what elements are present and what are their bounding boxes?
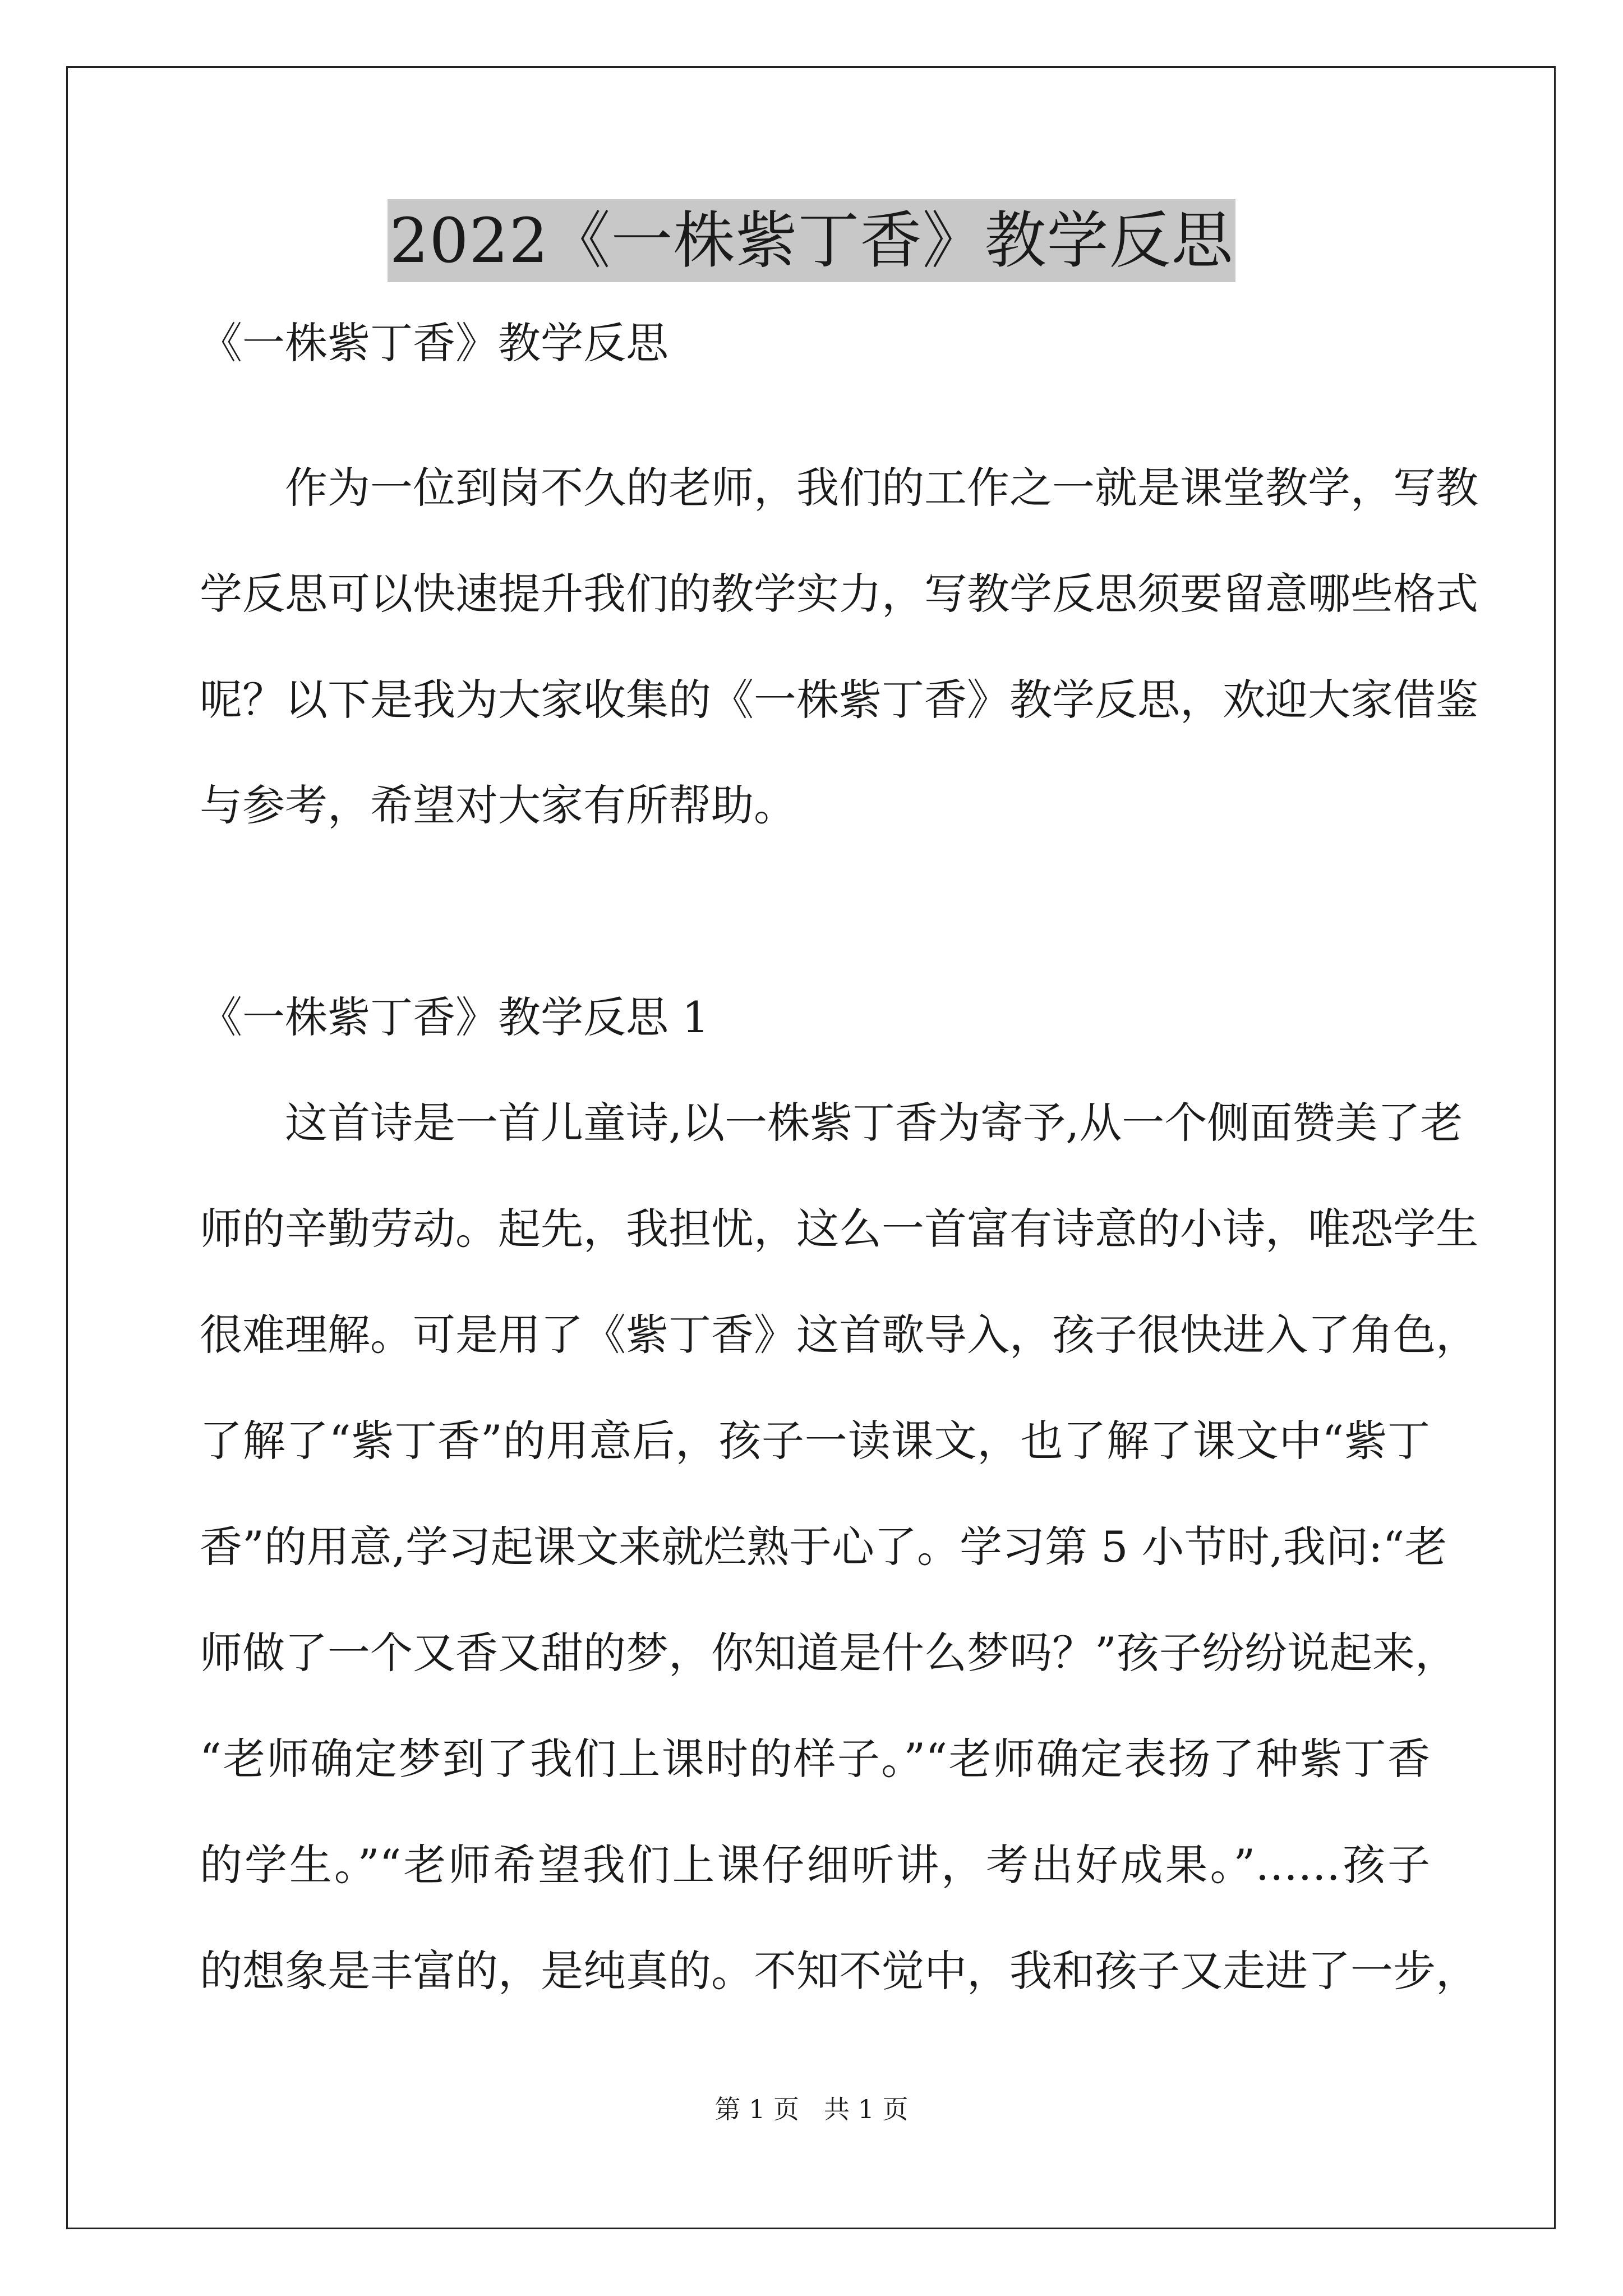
- section-line: 的想象是丰富的，是纯真的。不知不觉中，我和孩子又走进了一步，: [200, 1946, 1478, 1996]
- page-number: 第 1 页: [714, 2094, 799, 2124]
- section-line: 的学生。”“老师希望我们上课仔细听讲，考出好成果。”……孩子: [200, 1840, 1430, 1890]
- intro-line: 作为一位到岗不久的老师，我们的工作之一就是课堂教学，写教: [285, 463, 1478, 513]
- intro-line: 与参考，希望对大家有所帮助。: [200, 780, 796, 830]
- intro-line: 呢？以下是我为大家收集的《一株紫丁香》教学反思，欢迎大家借鉴: [200, 675, 1478, 725]
- section-line: 很难理解。可是用了《紫丁香》这首歌导入，孩子很快进入了角色，: [200, 1310, 1478, 1360]
- page-footer: [0, 2092, 1623, 2126]
- intro-line: 学反思可以快速提升我们的教学实力，写教学反思须要留意哪些格式: [200, 569, 1478, 619]
- section-line: 这首诗是一首儿童诗,以一株紫丁香为寄予,从一个侧面赞美了老: [285, 1098, 1463, 1148]
- document-subtitle: 《一株紫丁香》教学反思: [200, 318, 668, 368]
- page-total: 共 1 页: [824, 2094, 909, 2124]
- title-container: [0, 199, 1623, 282]
- section-line: 了解了“紫丁香”的用意后，孩子一读课文，也了解了课文中“紫丁: [200, 1416, 1430, 1466]
- section-line: 师的辛勤劳动。起先，我担忧，这么一首富有诗意的小诗，唯恐学生: [200, 1204, 1478, 1254]
- section-line: 香”的用意,学习起课文来就烂熟于心了。学习第 5 小节时,我问:“老: [200, 1522, 1447, 1572]
- section-line: “老师确定梦到了我们上课时的样子。”“老师确定表扬了种紫丁香: [200, 1734, 1430, 1784]
- section-heading: 《一株紫丁香》教学反思 1: [200, 992, 709, 1042]
- section-line: 师做了一个又香又甜的梦，你知道是什么梦吗？”孩子纷纷说起来，: [200, 1628, 1458, 1678]
- document-title: 2022《一株紫丁香》教学反思: [388, 199, 1236, 282]
